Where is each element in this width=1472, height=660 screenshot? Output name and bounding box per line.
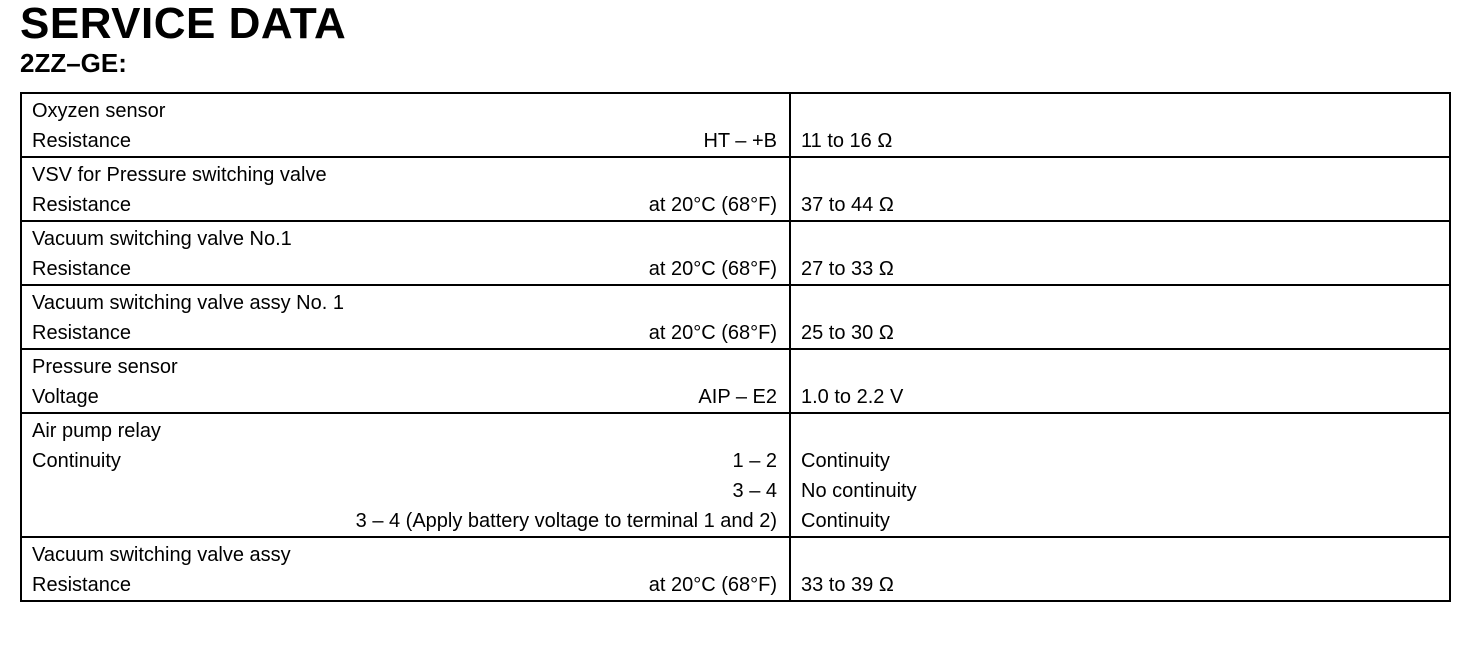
spec-line xyxy=(32,476,777,506)
spec-cell xyxy=(22,222,791,284)
measurement-type: Resistance xyxy=(32,130,131,152)
table-row xyxy=(22,414,1449,538)
spec-cell xyxy=(22,414,791,536)
spec-cell xyxy=(22,94,791,156)
test-condition: at 20°C (68°F) xyxy=(648,574,777,596)
component-name: Pressure sensor xyxy=(32,356,178,378)
spec-cell xyxy=(22,286,791,348)
measurement-type: Resistance xyxy=(32,258,131,280)
table-row xyxy=(22,350,1449,414)
value-cell xyxy=(791,222,1449,284)
spec-line xyxy=(32,506,777,536)
blank-line xyxy=(801,160,1439,190)
blank-line xyxy=(801,224,1439,254)
spec-value: 1.0 to 2.2 V xyxy=(801,386,904,408)
measurement-type: Voltage xyxy=(32,386,99,408)
component-name: Vacuum switching valve No.1 xyxy=(32,228,292,250)
spec-value: 37 to 44 Ω xyxy=(801,194,894,216)
spec-cell xyxy=(22,538,791,600)
test-condition: 1 – 2 xyxy=(732,450,777,472)
spec-cell xyxy=(22,158,791,220)
page-title: SERVICE DATA xyxy=(20,0,347,48)
spec-value: Continuity xyxy=(801,510,890,532)
value-cell xyxy=(791,350,1449,412)
value-cell xyxy=(791,286,1449,348)
test-condition: at 20°C (68°F) xyxy=(648,322,777,344)
service-data-table xyxy=(20,92,1451,602)
spec-line xyxy=(32,570,777,600)
component-name: Vacuum switching valve assy No. 1 xyxy=(32,292,344,314)
spec-line xyxy=(32,190,777,220)
blank-line xyxy=(801,540,1439,570)
value-cell xyxy=(791,538,1449,600)
spec-cell xyxy=(22,350,791,412)
spec-line xyxy=(32,254,777,284)
table-row xyxy=(22,158,1449,222)
test-condition: at 20°C (68°F) xyxy=(648,194,777,216)
spec-value: 33 to 39 Ω xyxy=(801,574,894,596)
value-cell xyxy=(791,158,1449,220)
test-condition: HT – +B xyxy=(703,130,777,152)
measurement-type: Continuity xyxy=(32,450,121,472)
spec-value: 27 to 33 Ω xyxy=(801,258,894,280)
blank-line xyxy=(801,96,1439,126)
table-row xyxy=(22,538,1449,600)
measurement-type: Resistance xyxy=(32,574,131,596)
spec-line xyxy=(32,126,777,156)
engine-code-subtitle: 2ZZ–GE: xyxy=(20,48,127,78)
spec-value: No continuity xyxy=(801,480,917,502)
blank-line xyxy=(801,352,1439,382)
value-cell xyxy=(791,414,1449,536)
component-name: Vacuum switching valve assy xyxy=(32,544,291,566)
spec-value: 25 to 30 Ω xyxy=(801,322,894,344)
table-row xyxy=(22,94,1449,158)
component-name: Oxyzen sensor xyxy=(32,100,166,122)
component-name: VSV for Pressure switching valve xyxy=(32,164,327,186)
component-name: Air pump relay xyxy=(32,420,161,442)
test-condition: 3 – 4 (Apply battery voltage to terminal 1 and 2) xyxy=(355,510,777,532)
measurement-type: Resistance xyxy=(32,322,131,344)
spec-value: Continuity xyxy=(801,450,890,472)
measurement-type: Resistance xyxy=(32,194,131,216)
blank-line xyxy=(801,288,1439,318)
test-condition: AIP – E2 xyxy=(698,386,777,408)
spec-value: 11 to 16 Ω xyxy=(801,130,893,152)
test-condition: at 20°C (68°F) xyxy=(648,258,777,280)
table-row xyxy=(22,286,1449,350)
test-condition: 3 – 4 xyxy=(732,480,777,502)
spec-line xyxy=(32,446,777,476)
table-row xyxy=(22,222,1449,286)
blank-line xyxy=(801,416,1439,446)
spec-line xyxy=(32,382,777,412)
spec-line xyxy=(32,318,777,348)
value-cell xyxy=(791,94,1449,156)
